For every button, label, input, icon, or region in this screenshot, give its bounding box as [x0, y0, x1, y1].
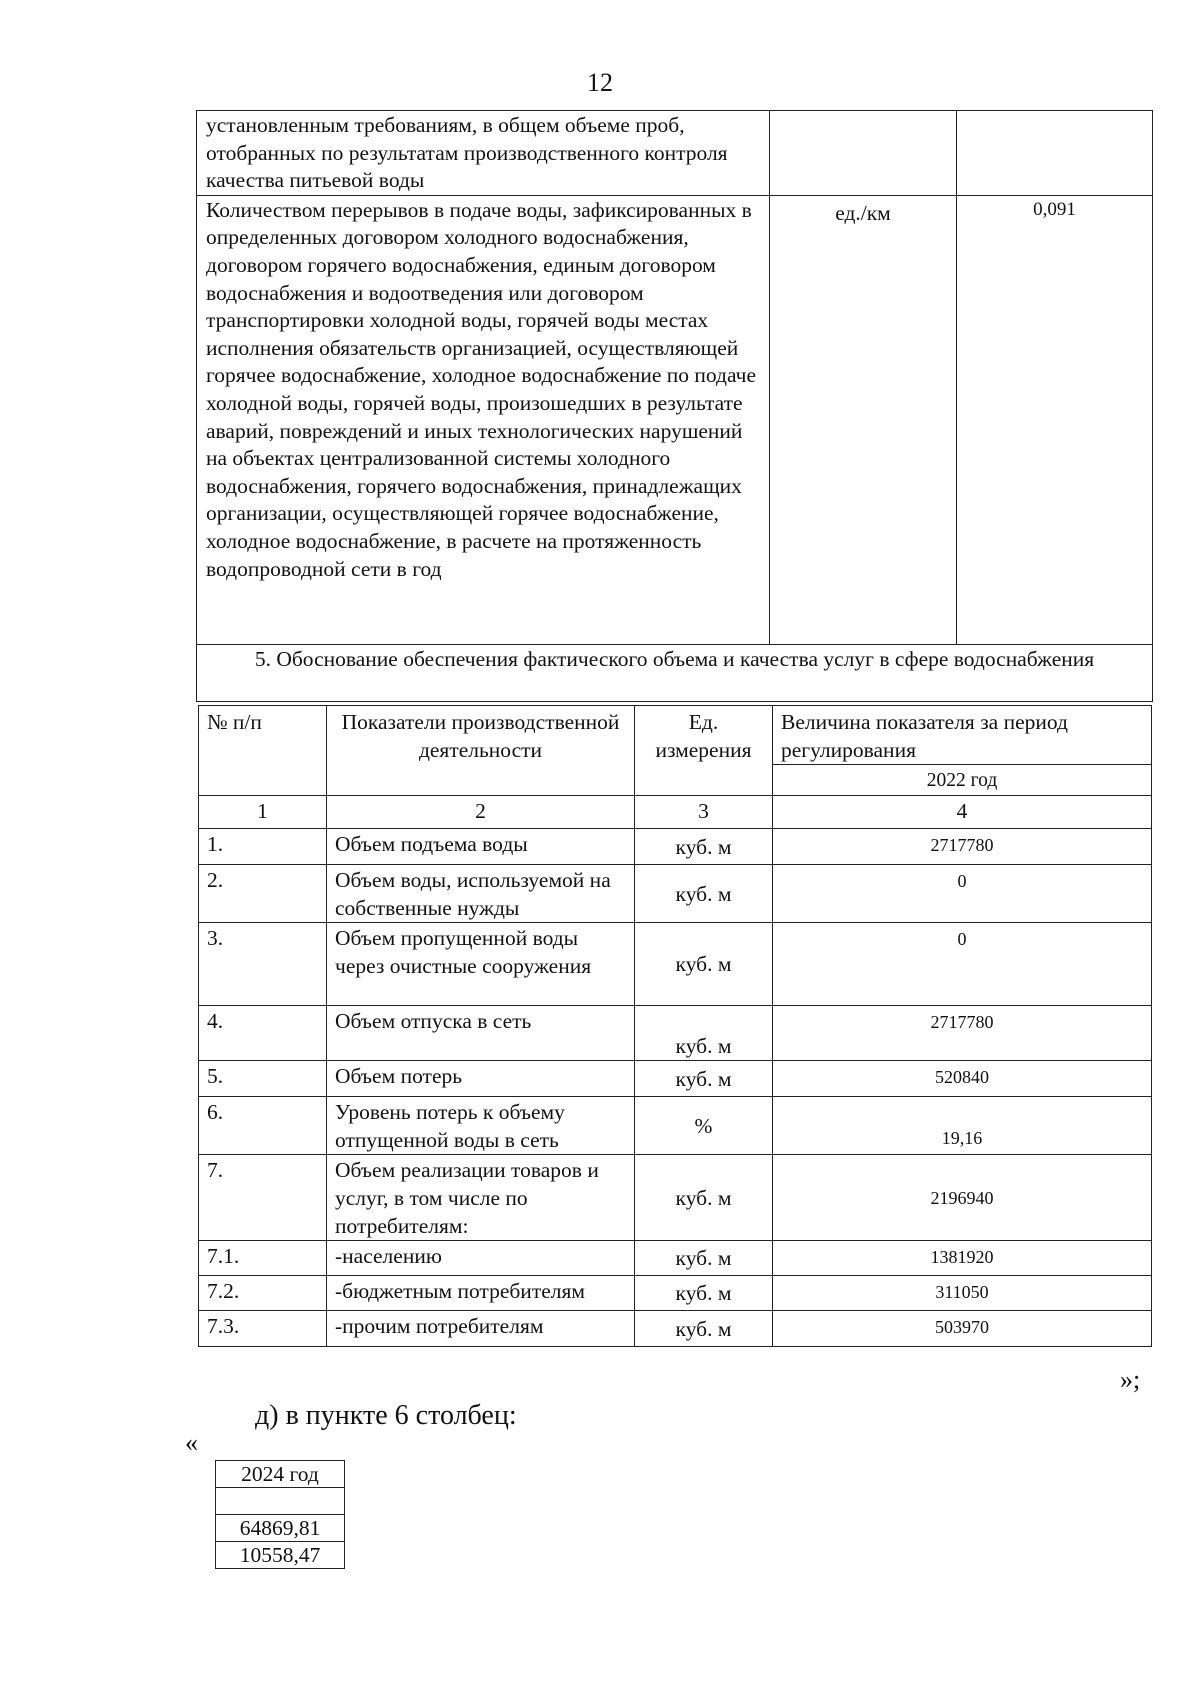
- row-value: 520840: [773, 1061, 1152, 1097]
- row-num: 7.: [199, 1155, 327, 1241]
- header-year: 2022 год: [773, 765, 1152, 796]
- row-num: 4.: [199, 1006, 327, 1061]
- row-value: 0: [773, 923, 1152, 1006]
- row-name: -населению: [327, 1241, 635, 1276]
- table-row: [216, 1488, 345, 1515]
- section-title-row: [197, 644, 1153, 701]
- table-row: [197, 195, 1153, 644]
- table-row: [216, 1542, 345, 1569]
- opening-quote: «: [185, 1428, 198, 1457]
- table-row: [216, 1461, 345, 1488]
- table-row: [216, 1515, 345, 1542]
- row-num: 7.1.: [199, 1241, 327, 1276]
- table-row: [199, 1006, 1152, 1061]
- header-value: Величина показателя за период регулирования: [773, 706, 1152, 765]
- indicator-unit: ед./км: [770, 195, 957, 644]
- year-cell: 2024 год: [216, 1461, 345, 1488]
- row-unit: куб. м: [635, 923, 773, 1006]
- row-value: 311050: [773, 1276, 1152, 1311]
- row-value: 503970: [773, 1311, 1152, 1347]
- col-number: 2: [327, 796, 635, 829]
- table-row: [199, 1311, 1152, 1347]
- row-name: Объем воды, используемой на собственные нужды: [327, 865, 635, 923]
- table-row: [199, 1061, 1152, 1097]
- indicator-value: [957, 111, 1153, 196]
- row-name: Объем реализации товаров и услуг, в том числе по потребителям:: [327, 1155, 635, 1241]
- row-num: 3.: [199, 923, 327, 1006]
- row-unit: куб. м: [635, 1061, 773, 1097]
- row-unit: куб. м: [635, 865, 773, 923]
- row-name: -бюджетным потребителям: [327, 1276, 635, 1311]
- row-num: 2.: [199, 865, 327, 923]
- row-name: -прочим потребителям: [327, 1311, 635, 1347]
- row-value: 0: [773, 865, 1152, 923]
- production-indicators-table: [198, 705, 1152, 1347]
- row-num: 5.: [199, 1061, 327, 1097]
- table-row: [199, 1097, 1152, 1155]
- header-indicator: Показатели производственной деятельности: [327, 706, 635, 796]
- closing-quote: »;: [1120, 1365, 1141, 1394]
- row-num: 7.3.: [199, 1311, 327, 1347]
- indicator-value: 0,091: [957, 195, 1153, 644]
- row-value: 2717780: [773, 1006, 1152, 1061]
- table-header-row: [199, 706, 1152, 765]
- indicator-unit: [770, 111, 957, 196]
- col-number: 4: [773, 796, 1152, 829]
- header-num: № п/п: [199, 706, 327, 796]
- value-cell: 10558,47: [216, 1542, 345, 1569]
- table-row: [199, 829, 1152, 865]
- row-name: Объем подъема воды: [327, 829, 635, 865]
- table-row: [199, 1155, 1152, 1241]
- section-title: 5. Обоснование обеспечения фактического объема и качества услуг в сфере водоснабжения: [197, 644, 1153, 701]
- row-name: Уровень потерь к объему отпущенной воды в сеть: [327, 1097, 635, 1155]
- row-unit: куб. м: [635, 829, 773, 865]
- row-value: 2196940: [773, 1155, 1152, 1241]
- table-row: [199, 923, 1152, 1006]
- row-num: 6.: [199, 1097, 327, 1155]
- header-unit: Ед. измерения: [635, 706, 773, 796]
- col-number: 3: [635, 796, 773, 829]
- row-unit: куб. м: [635, 1276, 773, 1311]
- row-name: Объем потерь: [327, 1061, 635, 1097]
- table-row: [197, 111, 1153, 196]
- page-number: 12: [587, 68, 613, 97]
- row-value: 19,16: [773, 1097, 1152, 1155]
- paragraph-text: д) в пункте 6 столбец:: [255, 1400, 517, 1431]
- col-number: 1: [199, 796, 327, 829]
- row-unit: куб. м: [635, 1006, 773, 1061]
- table-row: [199, 865, 1152, 923]
- row-unit: куб. м: [635, 1311, 773, 1347]
- year-values-table: [215, 1460, 345, 1569]
- row-unit: %: [635, 1097, 773, 1155]
- column-numbers-row: [199, 796, 1152, 829]
- value-cell: 64869,81: [216, 1515, 345, 1542]
- table-row: [199, 1276, 1152, 1311]
- row-name: Объем пропущенной воды через очистные сооружения: [327, 923, 635, 1006]
- row-name: Объем отпуска в сеть: [327, 1006, 635, 1061]
- row-unit: куб. м: [635, 1155, 773, 1241]
- row-num: 1.: [199, 829, 327, 865]
- value-cell: [216, 1488, 345, 1515]
- table-row: [199, 1241, 1152, 1276]
- indicator-text: Количеством перерывов в подаче воды, зафиксированных в определенных договором холодного водоснабжения, договором горячего водоснабжения, единым договором водоснабжения и водоотведения или договором транспортировки холодной воды, горячей воды местах исполнения обязательств организацией, осуществляющей горячее водоснабжение, холодное водоснабжение по подаче холодной воды, горячей воды, произошедших в результате аварий, повреждений и иных технологических нарушений на объектах централизованной системы холодного водоснабжения, горячего водоснабжения, принадлежащих организации, осуществляющей горячее водоснабжение, холодное водоснабжение, в расчете на протяженность водопроводной сети в год: [197, 195, 770, 644]
- row-value: 1381920: [773, 1241, 1152, 1276]
- row-num: 7.2.: [199, 1276, 327, 1311]
- row-value: 2717780: [773, 829, 1152, 865]
- row-unit: куб. м: [635, 1241, 773, 1276]
- indicator-text: установленным требованиям, в общем объеме проб, отобранных по результатам производственного контроля качества питьевой воды: [197, 111, 770, 196]
- indicators-table: [196, 110, 1153, 702]
